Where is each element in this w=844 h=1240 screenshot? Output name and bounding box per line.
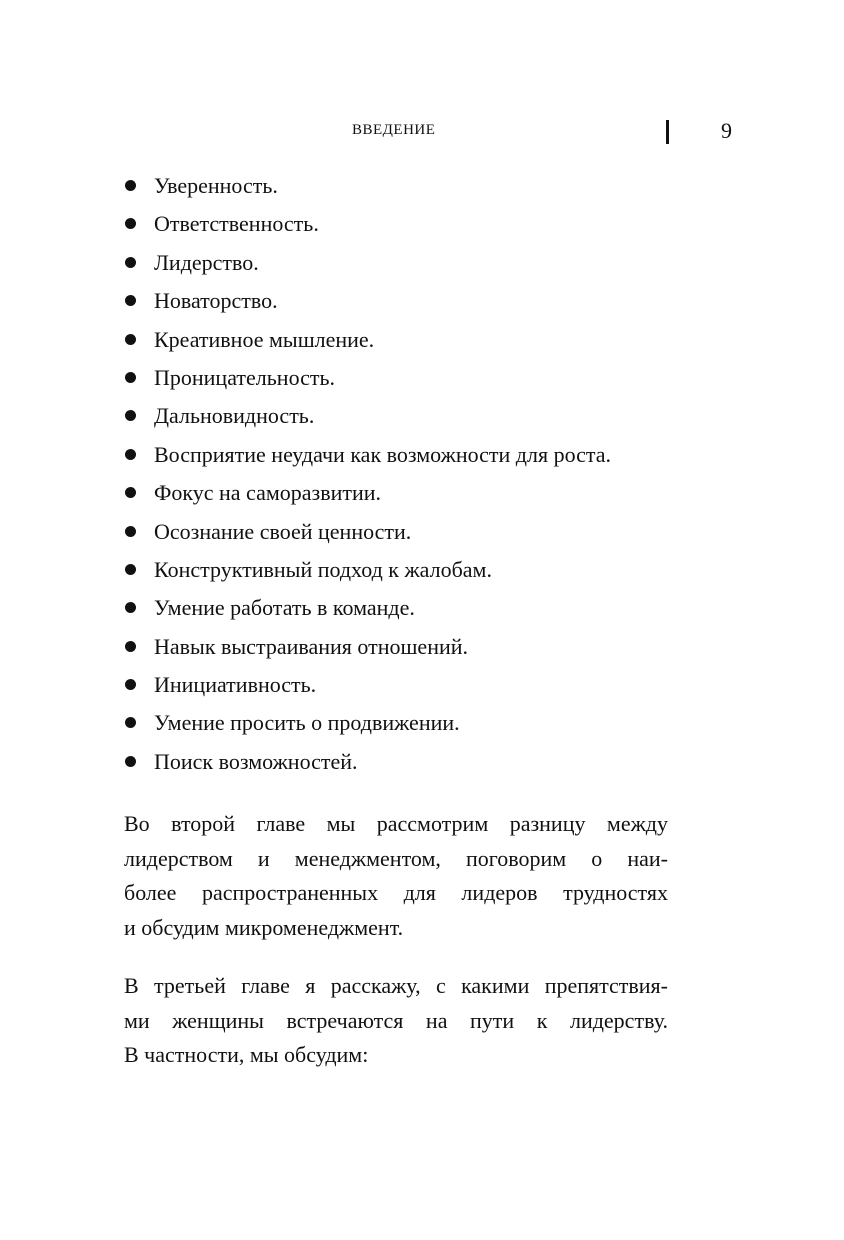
paragraph-chapter-three (124, 969, 668, 1073)
list-item (124, 517, 684, 555)
list-item-text: Лидерство. (154, 249, 259, 275)
list-item-text: Восприятие неудачи как возможности для роста. (154, 441, 612, 467)
running-head (0, 118, 844, 148)
list-item (124, 593, 684, 631)
list-item-text: Дальновидность. (154, 403, 315, 429)
bullet-icon (125, 602, 136, 613)
bullet-icon (125, 526, 136, 537)
list-item-text: Умение просить о продвижении. (154, 710, 460, 736)
bullet-icon (125, 641, 136, 652)
list-item-text: Умение работать в команде. (154, 595, 415, 621)
list-item-text: Креативное мышление. (154, 326, 375, 352)
list-item (124, 286, 684, 324)
list-item-text: Фокус на саморазвитии. (154, 480, 382, 506)
list-item-text: Навык выстраивания отношений. (154, 633, 469, 659)
paragraph-line: и обсудим микроменеджмент. (124, 914, 404, 940)
bullet-icon (125, 180, 136, 191)
paragraph-line: В частности, мы обсудим: (124, 1042, 369, 1067)
paragraph-chapter-two (124, 807, 668, 945)
paragraph-line: Во второй главе мы рассмотрим разницу между (124, 811, 668, 836)
paragraph-line: лидерством и менеджментом, поговорим о наи- (124, 845, 668, 871)
list-item (124, 670, 684, 708)
bullet-icon (125, 487, 136, 498)
list-item (124, 248, 684, 286)
bullet-icon (125, 334, 136, 345)
list-item (124, 325, 684, 363)
bullet-icon (125, 564, 136, 575)
list-item (124, 478, 684, 516)
header-divider (666, 120, 669, 144)
page-number: 9 (721, 118, 732, 143)
bullet-icon (125, 372, 136, 383)
bullet-icon (125, 756, 136, 767)
paragraph-line: более распространенных для лидеров трудностях (124, 880, 668, 905)
bullet-icon (125, 410, 136, 421)
list-item (124, 401, 684, 439)
list-item (124, 632, 684, 670)
bullet-icon (125, 257, 136, 268)
list-item (124, 440, 684, 478)
list-item-text: Уверенность. (154, 173, 278, 198)
list-item (124, 708, 684, 746)
list-item-text: Новаторство. (154, 288, 278, 314)
list-item (124, 209, 684, 247)
paragraph-line: В третьей главе я расскажу, с какими препятствия- (124, 973, 668, 998)
list-item-text: Инициативность. (154, 672, 317, 698)
list-item-text: Поиск возможностей. (154, 748, 358, 774)
list-item-text: Осознание своей ценности. (154, 518, 412, 544)
bullet-icon (125, 717, 136, 728)
bullet-icon (125, 449, 136, 460)
list-item (124, 363, 684, 401)
list-item-text: Проницательность. (154, 364, 336, 390)
list-item (124, 171, 684, 209)
bullet-icon (125, 295, 136, 306)
list-item-text: Ответственность. (154, 211, 319, 237)
list-item-text: Конструктивный подход к жалобам. (154, 556, 492, 582)
bullet-icon (125, 218, 136, 229)
section-title: ВВЕДЕНИЕ (352, 122, 436, 138)
paragraph-line: ми женщины встречаются на пути к лидерству. (124, 1007, 668, 1033)
list-item (124, 747, 684, 785)
qualities-bullet-list (124, 171, 684, 785)
bullet-icon (125, 679, 136, 690)
list-item (124, 555, 684, 593)
